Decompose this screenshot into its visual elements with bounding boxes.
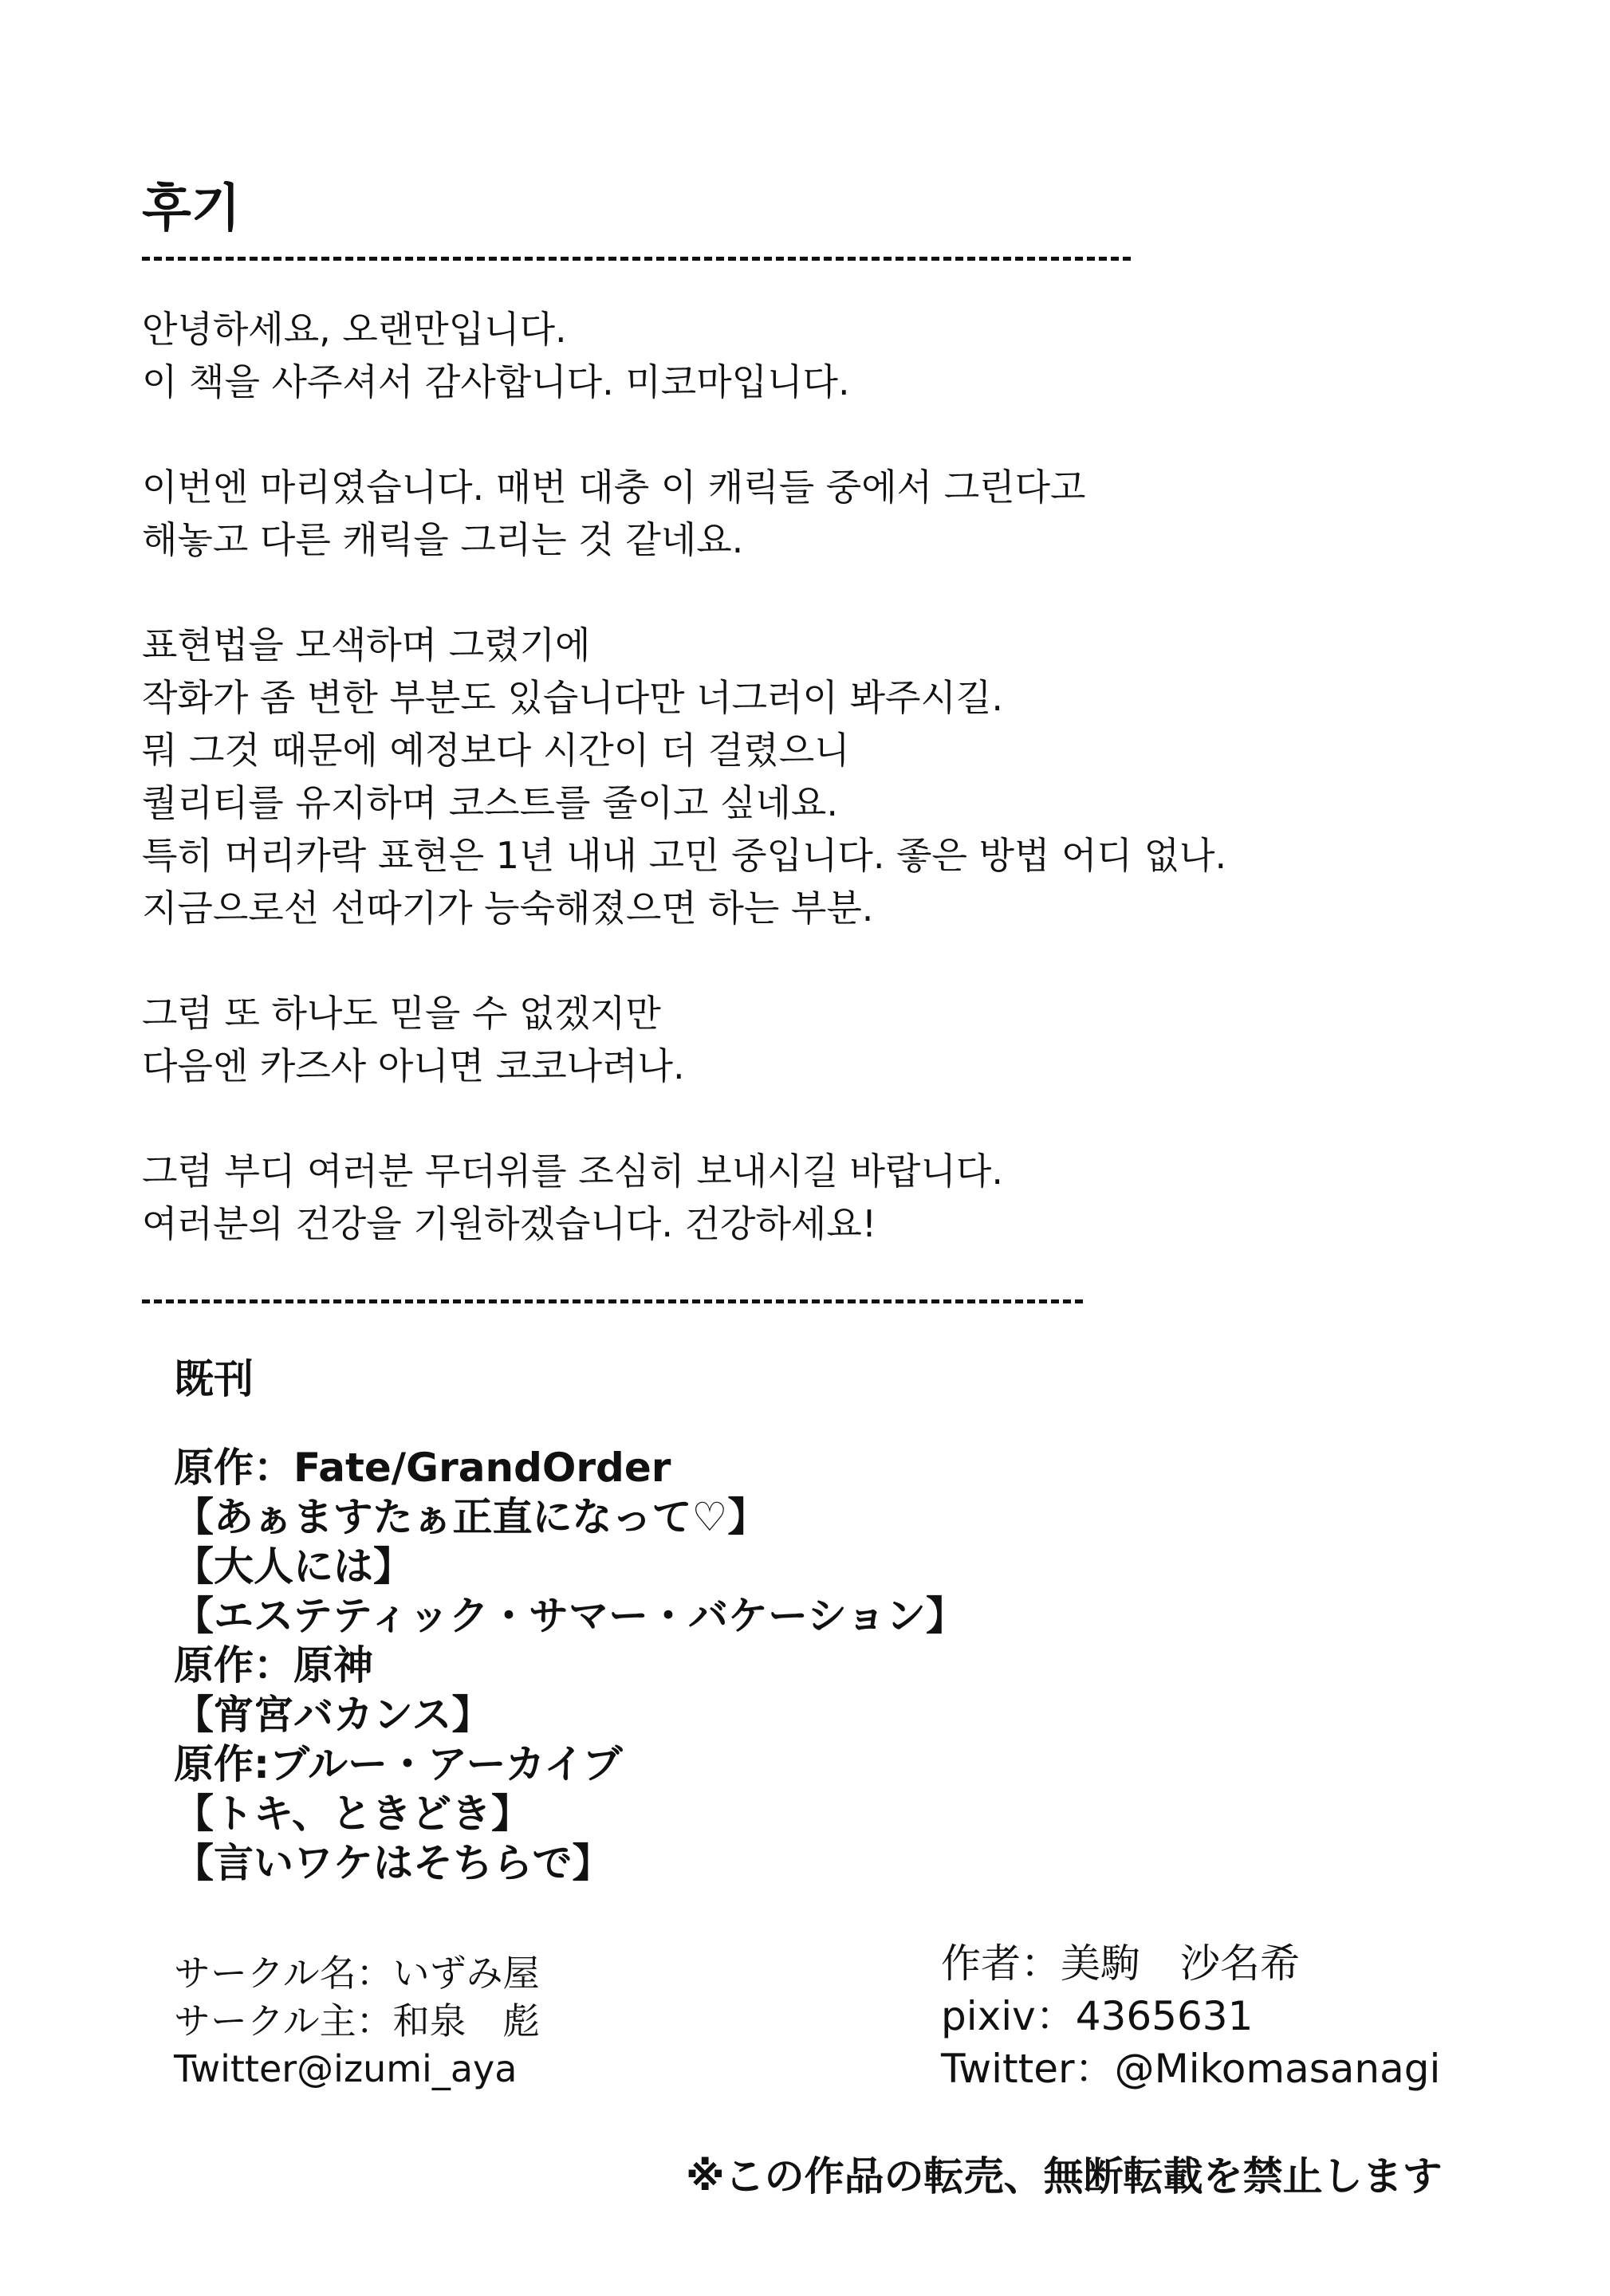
text-line: 이번엔 마리였습니다. 매번 대충 이 캐릭들 중에서 그린다고: [142, 466, 1086, 509]
paragraph-5: [142, 1145, 1498, 1250]
work-line: 【あぁますたぁ正直になって♡】: [174, 1494, 768, 1540]
circle-info: [174, 1949, 540, 2093]
work-line: 【言いワケはそちらで】: [174, 1840, 612, 1886]
work-line: 【大人には】: [174, 1543, 413, 1590]
text-line: 여러분의 건강을 기원하겠습니다. 건강하세요!: [142, 1202, 877, 1245]
work-line: 原作:ブルー・アーカイブ: [174, 1741, 623, 1787]
author-name: 作者：美駒 沙名希: [941, 1940, 1300, 1987]
previous-works-heading: 既刊: [174, 1356, 254, 1402]
work-line: 【エステティック・サマー・バケーション】: [174, 1593, 966, 1639]
text-line: 뭐 그것 때문에 예정보다 시간이 더 걸렸으니: [142, 729, 850, 772]
text-line: 안녕하세요, 오랜만입니다.: [142, 308, 567, 351]
paragraph-2: [142, 461, 1498, 566]
afterword-title: 후기: [142, 179, 241, 238]
work-line: 原作：原神: [174, 1642, 373, 1689]
paragraph-1: [142, 303, 1498, 408]
text-line: 지금으로선 선따기가 능숙해졌으면 하는 부분.: [142, 887, 874, 930]
text-line: 표현법을 모색하며 그렸기에: [142, 623, 591, 666]
afterword-body: [142, 303, 1498, 1303]
divider-top: [142, 257, 1131, 261]
previous-works-list: [174, 1443, 966, 1888]
circle-name: サークル名：いずみ屋: [174, 1952, 540, 1995]
text-line: 이 책을 사주셔서 감사합니다. 미코마입니다.: [142, 360, 850, 403]
work-line: 【宵宮バカンス】: [174, 1692, 492, 1738]
work-line: 原作：Fate/GrandOrder: [174, 1445, 671, 1491]
divider-bottom: [142, 1299, 1083, 1303]
text-line: 특히 머리카락 표현은 1년 내내 고민 중입니다. 좋은 방법 어디 없나.: [142, 834, 1227, 877]
author-info: [941, 1937, 1440, 2095]
author-twitter: Twitter：@Mikomasanagi: [941, 2046, 1441, 2092]
text-line: 퀄리티를 유지하며 코스트를 줄이고 싶네요.: [142, 781, 838, 824]
circle-twitter: Twitter@izumi_aya: [174, 2047, 518, 2090]
author-pixiv: pixiv：4365631: [941, 1993, 1254, 2039]
text-line: 그럼 부디 여러분 무더위를 조심히 보내시길 바랍니다.: [142, 1150, 1003, 1193]
paragraph-4: [142, 987, 1498, 1092]
text-line: 해놓고 다른 캐릭을 그리는 것 같네요.: [142, 518, 744, 561]
text-line: 다음엔 카즈사 아니면 코코나려나.: [142, 1044, 685, 1087]
text-line: 그럼 또 하나도 믿을 수 없겠지만: [142, 992, 661, 1035]
text-line: 작화가 좀 변한 부분도 있습니다만 너그러이 봐주시길.: [142, 676, 1003, 719]
paragraph-3: [142, 619, 1498, 934]
reprint-notice: ※この作品の転売、無断転載を禁止します: [686, 2153, 1443, 2200]
circle-owner: サークル主：和泉 彪: [174, 1999, 540, 2042]
work-line: 【トキ、ときどき】: [174, 1791, 531, 1837]
